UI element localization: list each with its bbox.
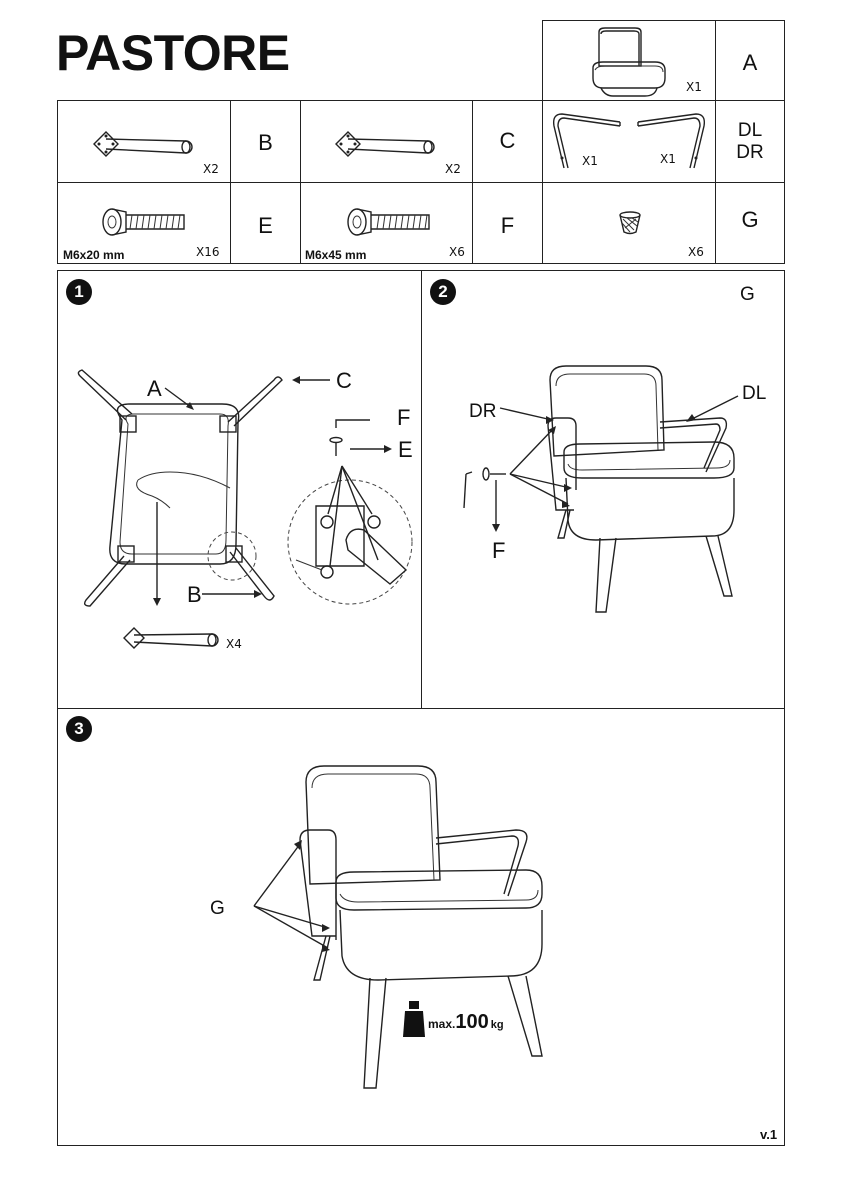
part-b-letter: B	[258, 130, 273, 155]
step1-label-c: C	[336, 368, 352, 393]
step2-label-g: G	[740, 284, 755, 305]
armchair-finished-diagram	[240, 760, 560, 1100]
cap-icon	[618, 210, 642, 236]
part-dl-letter: DL	[737, 120, 763, 141]
step2-label-dl: DL	[742, 383, 767, 404]
step1-label-f: F	[397, 405, 411, 430]
step1-label-b: B	[187, 582, 202, 607]
leg-icon-front	[332, 126, 442, 162]
part-e-qty: X16	[196, 245, 220, 259]
part-a-qty: X1	[686, 80, 702, 94]
part-c-letter: C	[499, 128, 516, 153]
armrest-icon	[548, 108, 713, 174]
bolt-long-icon	[345, 206, 435, 238]
step-1-number: 1	[66, 279, 92, 305]
max-load-prefix: max.	[428, 1017, 456, 1031]
step1-leg-qty: X4	[226, 637, 242, 651]
step-2-number: 2	[430, 279, 456, 305]
weight-icon	[403, 1001, 425, 1037]
leg-icon	[90, 126, 200, 162]
part-a-letter: A	[742, 50, 758, 75]
seat-underside-diagram	[60, 360, 420, 660]
version-label: v.1	[760, 1127, 778, 1142]
max-load-value: 100	[455, 1011, 489, 1033]
part-f-qty: X6	[449, 245, 465, 259]
part-g-qty: X6	[688, 245, 704, 259]
step3-label-g: G	[210, 898, 225, 919]
step2-label-dr: DR	[469, 401, 497, 422]
part-f-size: M6x45 mm	[305, 248, 367, 262]
step1-label-e: E	[398, 437, 413, 462]
step2-label-f: F	[492, 538, 506, 563]
part-e-size: M6x20 mm	[63, 248, 125, 262]
part-b-qty: X2	[203, 162, 219, 176]
max-load-label	[428, 1011, 504, 1034]
step-3-number: 3	[66, 716, 92, 742]
step1-label-a: A	[147, 376, 162, 401]
part-dl-qty: X1	[582, 154, 598, 168]
part-dr-qty: X1	[660, 152, 676, 166]
part-dr-letter: DR	[736, 142, 764, 163]
part-e-letter: E	[258, 213, 273, 238]
bolt-short-icon	[100, 206, 190, 238]
max-load-unit: kg	[490, 1019, 504, 1031]
part-g-letter: G	[741, 207, 759, 232]
page-title: PASTORE	[56, 25, 290, 81]
seat-icon	[585, 26, 675, 98]
part-f-letter: F	[500, 213, 515, 238]
part-c-qty: X2	[445, 162, 461, 176]
armchair-assembly-diagram	[450, 360, 770, 630]
